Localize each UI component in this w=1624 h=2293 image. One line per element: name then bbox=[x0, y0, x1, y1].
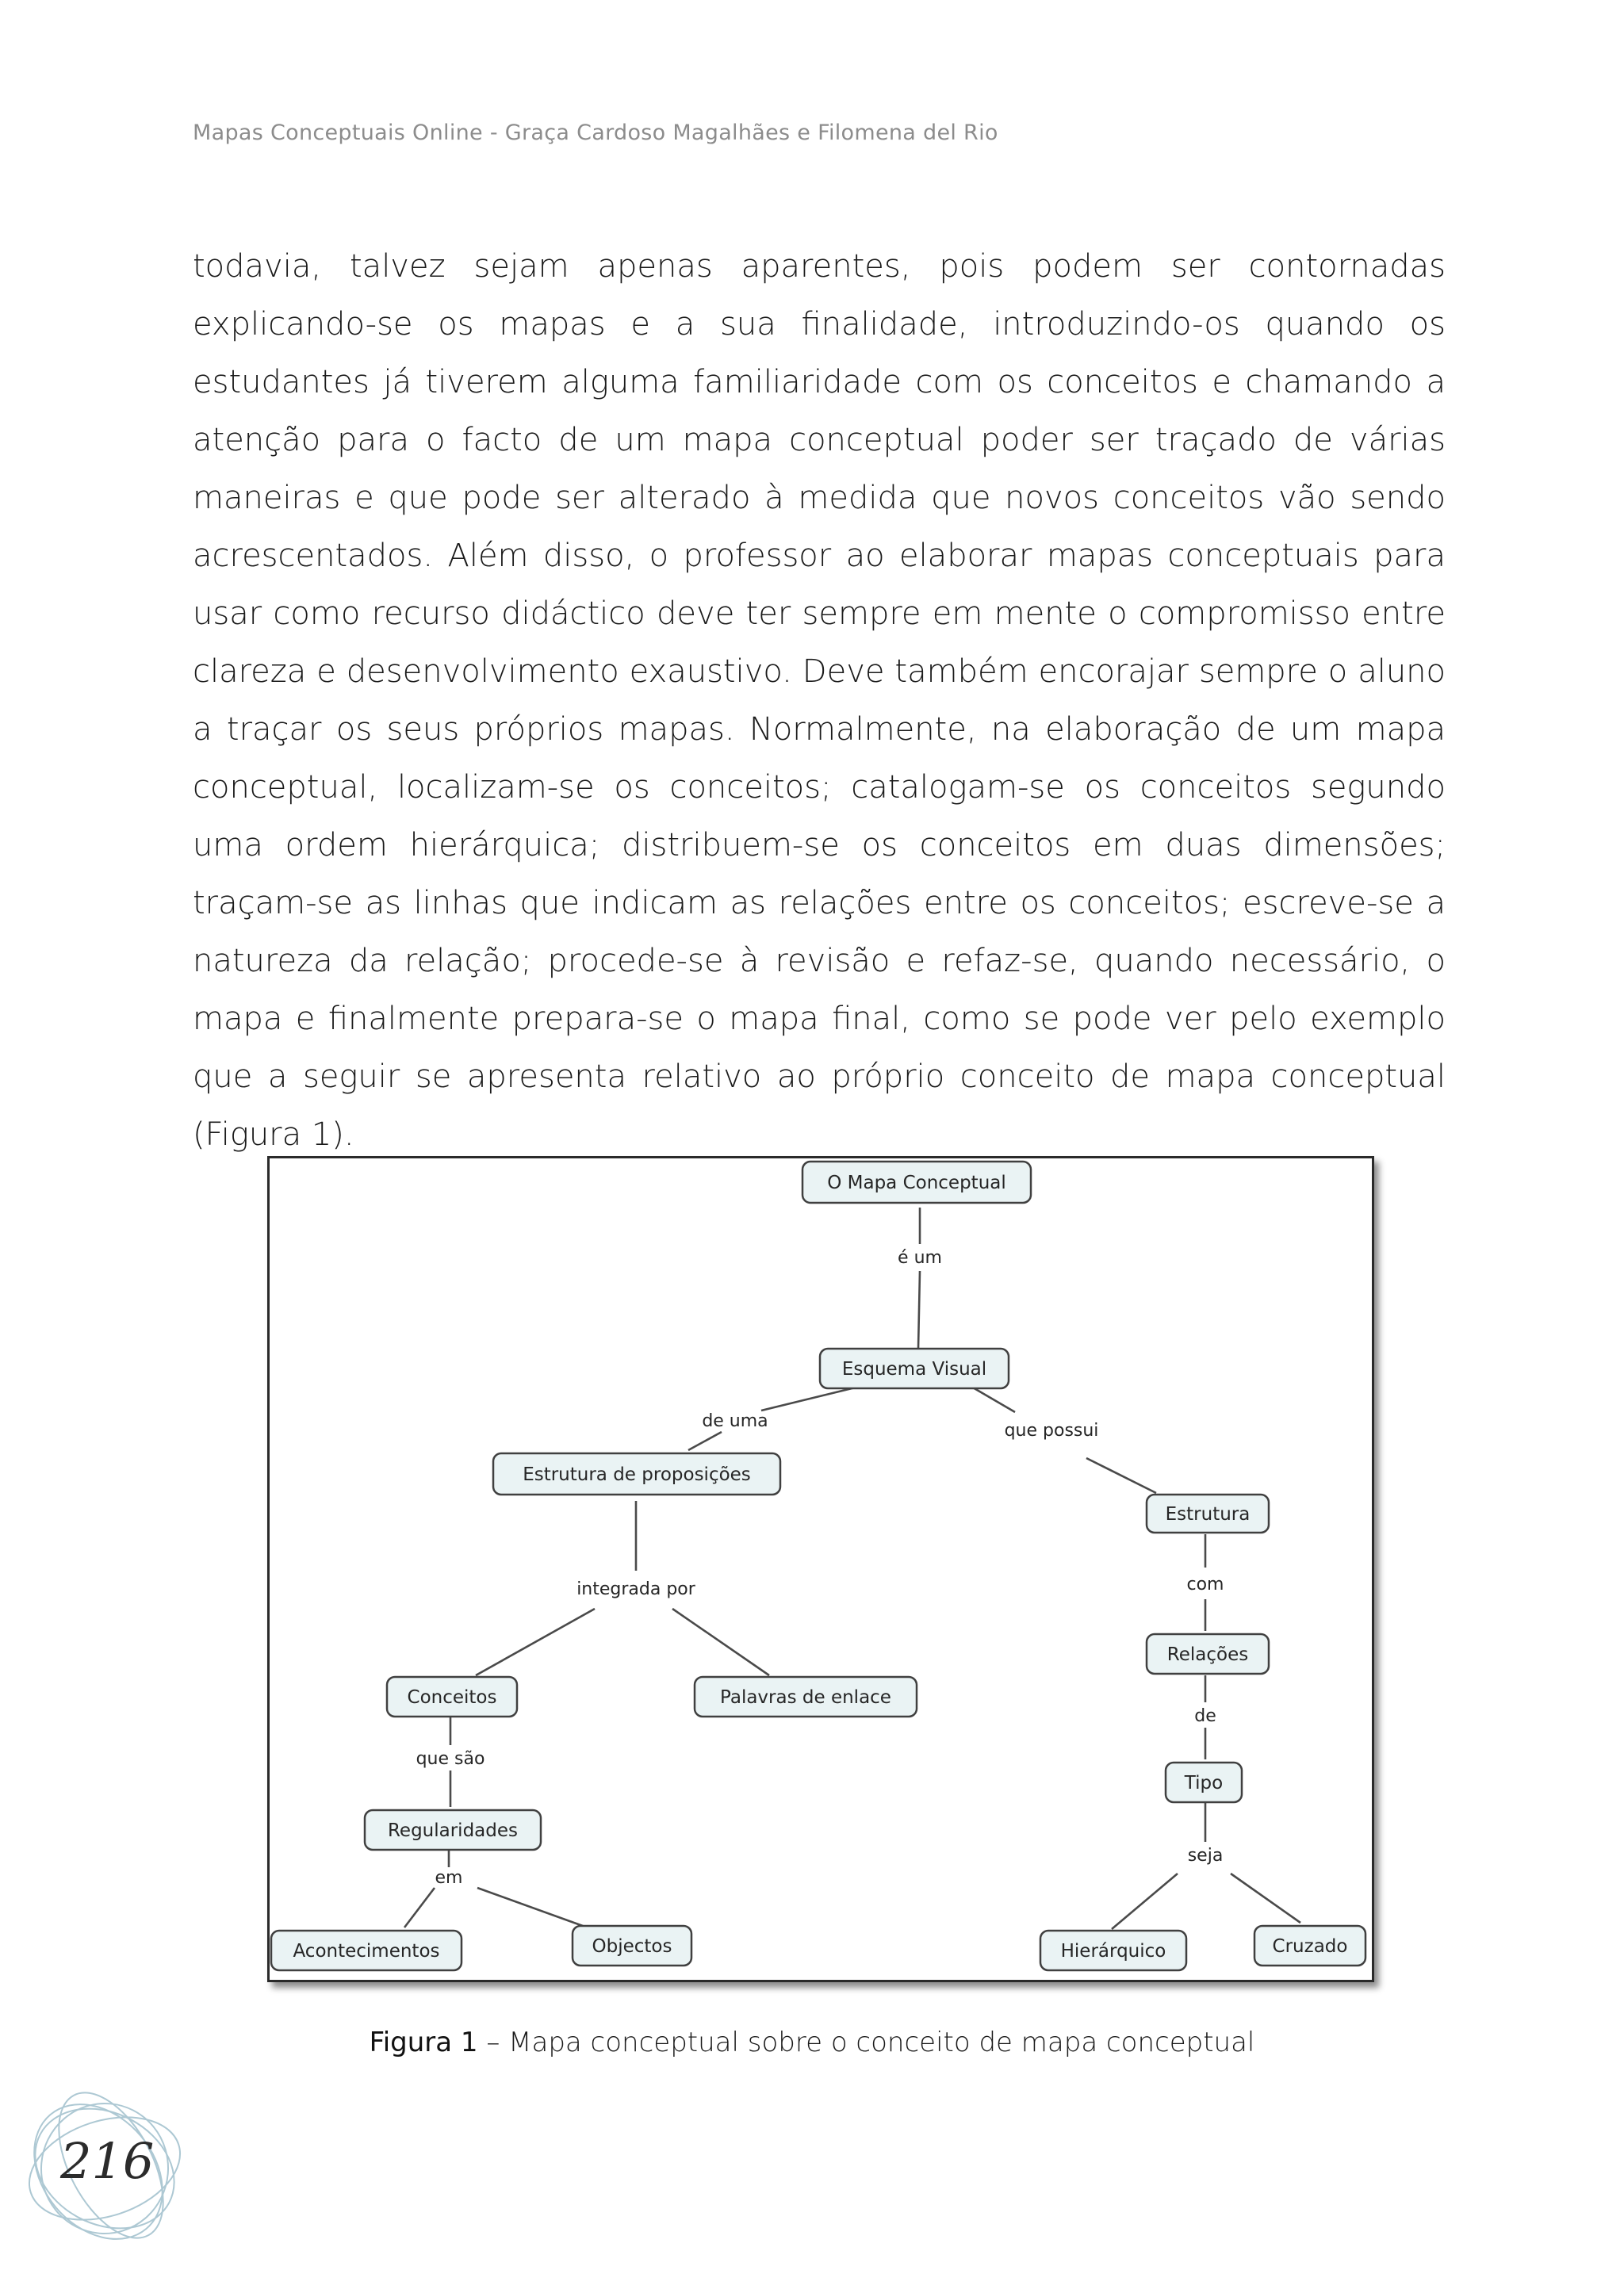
figure-caption-text: – Mapa conceptual sobre o conceito de mapa conceptual bbox=[486, 2027, 1255, 2058]
node-regularidades bbox=[365, 1810, 541, 1850]
node-objectos-label: Objectos bbox=[592, 1936, 672, 1957]
edge-seja-hierarquico bbox=[1112, 1874, 1178, 1929]
link-label-que-sao: que são bbox=[416, 1749, 485, 1769]
edge-integrada-palavras bbox=[672, 1609, 769, 1675]
link-label-em: em bbox=[435, 1868, 463, 1888]
node-tipo-label: Tipo bbox=[1184, 1773, 1224, 1793]
link-label-que-possui: que possui bbox=[1004, 1421, 1099, 1441]
node-acontecimentos bbox=[271, 1931, 462, 1970]
node-hierarquico-label: Hierárquico bbox=[1060, 1941, 1166, 1962]
link-label-de: de bbox=[1194, 1706, 1216, 1726]
node-relacoes-label: Relações bbox=[1166, 1644, 1249, 1665]
edge-em-acontecimentos bbox=[404, 1888, 435, 1927]
edge-quepossui-estrutura bbox=[1086, 1458, 1156, 1493]
edge-em-objectos bbox=[477, 1888, 583, 1926]
link-label-integrada-por: integrada por bbox=[576, 1579, 695, 1599]
page-number-block bbox=[16, 2089, 198, 2248]
body-paragraph: todavia, talvez sejam apenas aparentes, pois podem ser contornadas explicando-se os mapas e a sua finalidade, introduzindo-os quando os estudantes já tiverem alguma familiaridade com os conceitos e chamando a atenção para o facto de um mapa conceptual poder ser traçado de várias maneiras e que pode ser alterado à medida que novos conceitos vão sendo acrescentados. Além disso, o professor ao elaborar mapas conceptuais para usar como recurso didáctico deve ter sempre em mente o compromisso entre clareza e desenvolvimento exaustivo. Deve também encorajar sempre o aluno a traçar os seus próprios mapas. Normalmente, na elaboração de um mapa conceptual, localizam-se os conceitos; catalogam-se os conceitos segundo uma ordem hierárquica; distribuem-se os conceitos em duas dimensões; traçam-se as linhas que indicam as relações entre os conceitos; escreve-se a natureza da relação; procede-se à revisão e refaz-se, quando necessário, o mapa e finalmente prepara-se o mapa final, como se pode ver pelo exemplo que a seguir se apresenta relativo ao próprio conceito de mapa conceptual (Figura 1). bbox=[193, 248, 1446, 1153]
node-conceitos bbox=[387, 1677, 517, 1717]
running-header: Mapas Conceptuais Online - Graça Cardoso Magalhães e Filomena del Rio bbox=[193, 121, 998, 145]
edge-deuma-estruturaprop bbox=[688, 1432, 722, 1450]
edge-integrada-conceitos bbox=[476, 1609, 595, 1675]
figure-caption bbox=[0, 2027, 1624, 2058]
node-acontecimentos-label: Acontecimentos bbox=[293, 1941, 440, 1962]
node-conceitos-label: Conceitos bbox=[407, 1687, 497, 1708]
link-label-de-uma: de uma bbox=[702, 1411, 768, 1431]
concept-map-figure bbox=[267, 1156, 1374, 1982]
node-o-mapa-conceptual-label: O Mapa Conceptual bbox=[827, 1173, 1006, 1193]
node-palavras-de-enlace bbox=[695, 1677, 917, 1717]
concept-map-diagram bbox=[270, 1158, 1372, 1980]
link-label-seja: seja bbox=[1187, 1846, 1224, 1866]
page-number: 216 bbox=[60, 2132, 155, 2190]
node-regularidades-label: Regularidades bbox=[387, 1820, 519, 1841]
node-o-mapa-conceptual bbox=[802, 1162, 1031, 1203]
link-label-e-um: é um bbox=[898, 1248, 942, 1268]
node-tipo bbox=[1166, 1763, 1242, 1802]
node-esquema-visual bbox=[820, 1349, 1009, 1388]
node-estrutura-label: Estrutura bbox=[1165, 1504, 1251, 1525]
node-cruzado bbox=[1254, 1926, 1365, 1966]
node-estrutura-de-proposicoes-label: Estrutura de proposições bbox=[523, 1464, 751, 1485]
figure-caption-lead: Figura 1 bbox=[369, 2027, 478, 2058]
node-cruzado-label: Cruzado bbox=[1272, 1936, 1348, 1957]
node-objectos bbox=[573, 1926, 691, 1966]
node-estrutura-de-proposicoes bbox=[493, 1453, 780, 1495]
node-relacoes bbox=[1147, 1634, 1269, 1674]
edge-seja-cruzado bbox=[1231, 1874, 1300, 1923]
link-label-com: com bbox=[1186, 1575, 1224, 1594]
node-hierarquico bbox=[1040, 1931, 1186, 1970]
edge-mapa-esquema-bottom bbox=[918, 1271, 920, 1349]
node-palavras-de-enlace-label: Palavras de enlace bbox=[720, 1687, 891, 1708]
node-esquema-visual-label: Esquema Visual bbox=[841, 1359, 987, 1380]
node-estrutura bbox=[1147, 1495, 1269, 1533]
